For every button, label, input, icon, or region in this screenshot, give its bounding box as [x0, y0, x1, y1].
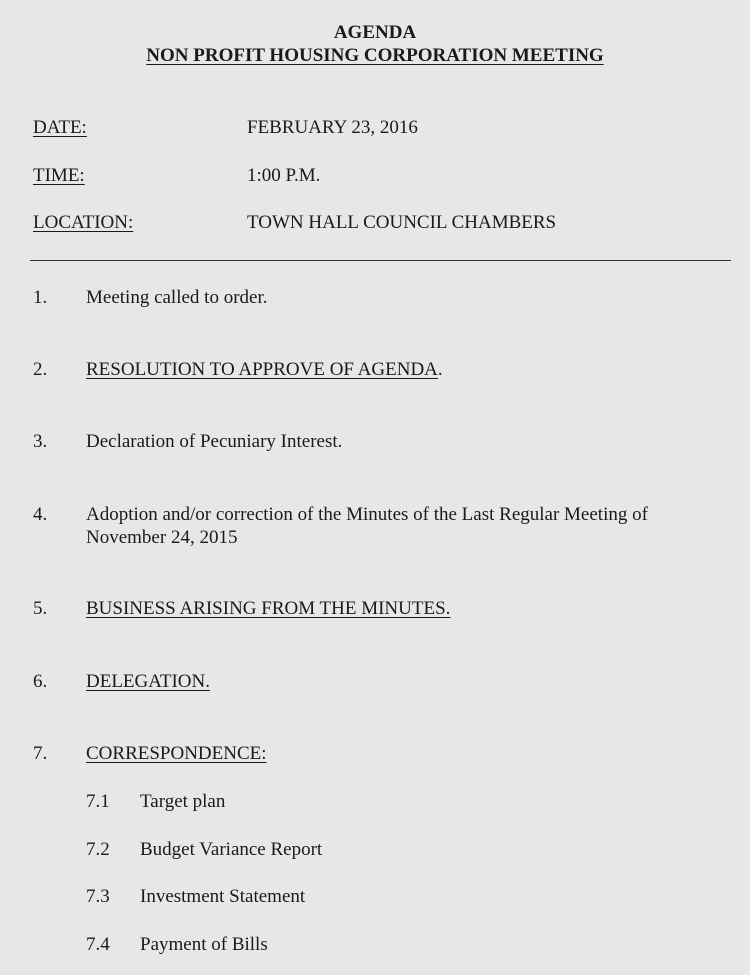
item-number: 1. [33, 287, 48, 308]
time-label: TIME: [33, 165, 85, 186]
item-number: 3. [33, 431, 48, 452]
item-number: 7. [33, 743, 48, 764]
item-number: 4. [33, 504, 48, 525]
item-text: Meeting called to order. [86, 287, 268, 308]
date-value: FEBRUARY 23, 2016 [247, 117, 418, 138]
page-title: AGENDA [333, 22, 417, 43]
item-text: Declaration of Pecuniary Interest. [86, 431, 343, 452]
subitem-number: 7.3 [86, 886, 110, 907]
subitem-number: 7.1 [86, 791, 110, 812]
item-text-continued: November 24, 2015 [86, 527, 238, 548]
time-value: 1:00 P.M. [247, 165, 321, 186]
page-subtitle: NON PROFIT HOUSING CORPORATION MEETING [146, 45, 604, 66]
header-divider [30, 260, 731, 261]
item-text: CORRESPONDENCE: [86, 743, 267, 764]
subitem-text: Budget Variance Report [140, 839, 323, 860]
subitem-number: 7.2 [86, 839, 110, 860]
item-text: BUSINESS ARISING FROM THE MINUTES. [86, 598, 451, 619]
item-text: DELEGATION. [86, 671, 211, 692]
location-label: LOCATION: [33, 212, 134, 233]
subitem-number: 7.4 [86, 934, 110, 955]
subitem-text: Target plan [140, 791, 226, 812]
subitem-text: Payment of Bills [140, 934, 268, 955]
item-number: 5. [33, 598, 48, 619]
date-label: DATE: [33, 117, 87, 138]
item-number: 6. [33, 671, 48, 692]
item-number: 2. [33, 359, 48, 380]
subitem-text: Investment Statement [140, 886, 306, 907]
item-text: RESOLUTION TO APPROVE OF AGENDA. [86, 359, 443, 380]
location-value: TOWN HALL COUNCIL CHAMBERS [247, 212, 557, 233]
item-text: Adoption and/or correction of the Minutes of the Last Regular Meeting of [86, 504, 648, 525]
